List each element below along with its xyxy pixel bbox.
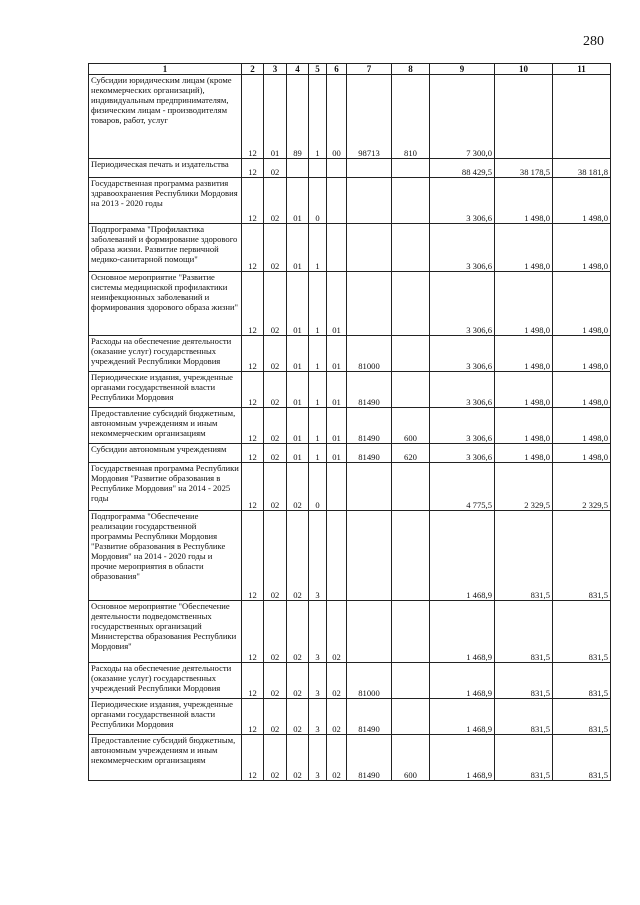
- cell-c6: 02: [327, 699, 347, 735]
- cell-c9: 3 306,6: [430, 336, 495, 372]
- cell-c5: 1: [309, 444, 327, 463]
- cell-c9: 3 306,6: [430, 444, 495, 463]
- cell-c5: 1: [309, 336, 327, 372]
- row-description: Предоставление субсидий бюджетным, автономным учреждениям и иным некоммерческим организациям: [89, 735, 242, 781]
- table-row: [89, 336, 611, 372]
- cell-c2: 12: [242, 408, 264, 444]
- cell-c7: 81000: [347, 663, 392, 699]
- row-description: Подпрограмма "Профилактика заболеваний и формирование здорового образа жизни. Развитие первичной медико-санитарной помощи": [89, 224, 242, 272]
- cell-c8: [392, 511, 430, 601]
- cell-c10: 831,5: [495, 735, 553, 781]
- cell-c9: 3 306,6: [430, 272, 495, 336]
- cell-c11: 831,5: [553, 663, 611, 699]
- cell-c11: 831,5: [553, 735, 611, 781]
- cell-c6: [327, 178, 347, 224]
- table-header-row: [89, 64, 611, 75]
- table-row: [89, 372, 611, 408]
- cell-c5: 1: [309, 272, 327, 336]
- table-row: [89, 159, 611, 178]
- cell-c10: 1 498,0: [495, 272, 553, 336]
- cell-c2: 12: [242, 444, 264, 463]
- cell-c7: 81000: [347, 336, 392, 372]
- cell-c4: [287, 159, 309, 178]
- cell-c11: 831,5: [553, 511, 611, 601]
- row-description: Государственная программа развития здравоохранения Республики Мордовия на 2013 - 2020 годы: [89, 178, 242, 224]
- column-header: 5: [309, 64, 327, 75]
- cell-c4: 02: [287, 463, 309, 511]
- cell-c5: 3: [309, 735, 327, 781]
- cell-c4: 02: [287, 601, 309, 663]
- cell-c3: 02: [264, 272, 287, 336]
- cell-c3: 02: [264, 178, 287, 224]
- cell-c11: 1 498,0: [553, 272, 611, 336]
- cell-c3: 02: [264, 408, 287, 444]
- cell-c6: 01: [327, 372, 347, 408]
- cell-c10: 1 498,0: [495, 408, 553, 444]
- row-description: Периодические издания, учрежденные органами государственной власти Республики Мордовия: [89, 699, 242, 735]
- cell-c4: 02: [287, 663, 309, 699]
- table-row: [89, 224, 611, 272]
- cell-c8: [392, 699, 430, 735]
- cell-c8: [392, 336, 430, 372]
- cell-c11: 38 181,8: [553, 159, 611, 178]
- row-description: Расходы на обеспечение деятельности (оказание услуг) государственных учреждений Республики Мордовия: [89, 336, 242, 372]
- table-row: [89, 511, 611, 601]
- cell-c10: 1 498,0: [495, 224, 553, 272]
- table-row: [89, 75, 611, 159]
- cell-c11: 1 498,0: [553, 224, 611, 272]
- cell-c3: 02: [264, 511, 287, 601]
- cell-c7: 98713: [347, 75, 392, 159]
- cell-c2: 12: [242, 159, 264, 178]
- cell-c10: 831,5: [495, 511, 553, 601]
- cell-c11: 2 329,5: [553, 463, 611, 511]
- column-header: 7: [347, 64, 392, 75]
- cell-c9: 3 306,6: [430, 178, 495, 224]
- cell-c8: [392, 272, 430, 336]
- cell-c7: [347, 272, 392, 336]
- cell-c10: 1 498,0: [495, 444, 553, 463]
- cell-c2: 12: [242, 601, 264, 663]
- cell-c11: 1 498,0: [553, 336, 611, 372]
- cell-c6: 01: [327, 444, 347, 463]
- cell-c9: 1 468,9: [430, 663, 495, 699]
- cell-c10: [495, 75, 553, 159]
- cell-c7: [347, 178, 392, 224]
- row-description: Государственная программа Республики Мордовия "Развитие образования в Республике Мордовия" на 2014 - 2025 годы: [89, 463, 242, 511]
- cell-c3: 02: [264, 735, 287, 781]
- row-description: Расходы на обеспечение деятельности (оказание услуг) государственных учреждений Республики Мордовия: [89, 663, 242, 699]
- cell-c3: 02: [264, 224, 287, 272]
- cell-c11: 831,5: [553, 699, 611, 735]
- cell-c10: 1 498,0: [495, 372, 553, 408]
- page-number: 280: [583, 34, 604, 49]
- cell-c7: [347, 463, 392, 511]
- cell-c2: 12: [242, 463, 264, 511]
- cell-c10: 1 498,0: [495, 336, 553, 372]
- row-description: Субсидии автономным учреждениям: [89, 444, 242, 463]
- cell-c5: 3: [309, 601, 327, 663]
- row-description: Предоставление субсидий бюджетным, автономным учреждениям и иным некоммерческим организациям: [89, 408, 242, 444]
- cell-c11: 1 498,0: [553, 444, 611, 463]
- cell-c4: 89: [287, 75, 309, 159]
- cell-c4: 01: [287, 336, 309, 372]
- cell-c2: 12: [242, 663, 264, 699]
- column-header: 2: [242, 64, 264, 75]
- cell-c3: 01: [264, 75, 287, 159]
- cell-c6: 01: [327, 272, 347, 336]
- cell-c2: 12: [242, 336, 264, 372]
- cell-c11: [553, 75, 611, 159]
- cell-c4: 01: [287, 224, 309, 272]
- cell-c6: [327, 463, 347, 511]
- column-header: 11: [553, 64, 611, 75]
- cell-c4: 01: [287, 408, 309, 444]
- cell-c5: 0: [309, 178, 327, 224]
- cell-c3: 02: [264, 336, 287, 372]
- cell-c8: 620: [392, 444, 430, 463]
- table-row: [89, 699, 611, 735]
- column-header: 1: [89, 64, 242, 75]
- cell-c3: 02: [264, 463, 287, 511]
- cell-c10: 2 329,5: [495, 463, 553, 511]
- cell-c7: [347, 511, 392, 601]
- cell-c5: 0: [309, 463, 327, 511]
- cell-c8: [392, 372, 430, 408]
- cell-c3: 02: [264, 159, 287, 178]
- cell-c7: [347, 601, 392, 663]
- cell-c6: 01: [327, 336, 347, 372]
- cell-c2: 12: [242, 511, 264, 601]
- cell-c6: 02: [327, 663, 347, 699]
- row-description: Периодическая печать и издательства: [89, 159, 242, 178]
- cell-c2: 12: [242, 75, 264, 159]
- cell-c2: 12: [242, 224, 264, 272]
- table-row: [89, 601, 611, 663]
- cell-c10: 831,5: [495, 663, 553, 699]
- cell-c10: 38 178,5: [495, 159, 553, 178]
- cell-c8: [392, 159, 430, 178]
- table-row: [89, 663, 611, 699]
- cell-c7: 81490: [347, 735, 392, 781]
- cell-c3: 02: [264, 663, 287, 699]
- budget-table: [88, 63, 611, 781]
- cell-c4: 02: [287, 735, 309, 781]
- cell-c9: 1 468,9: [430, 511, 495, 601]
- row-description: Субсидии юридическим лицам (кроме некоммерческих организаций), индивидуальным предпринимателям, физическим лицам - производителям товаров, работ, услуг: [89, 75, 242, 159]
- cell-c9: 4 775,5: [430, 463, 495, 511]
- cell-c2: 12: [242, 699, 264, 735]
- cell-c7: 81490: [347, 444, 392, 463]
- cell-c11: 1 498,0: [553, 178, 611, 224]
- cell-c5: 1: [309, 75, 327, 159]
- column-header: 9: [430, 64, 495, 75]
- cell-c11: 1 498,0: [553, 372, 611, 408]
- cell-c5: 1: [309, 372, 327, 408]
- cell-c8: [392, 601, 430, 663]
- cell-c9: 1 468,9: [430, 735, 495, 781]
- table-row: [89, 735, 611, 781]
- row-description: Основное мероприятие "Развитие системы медицинской профилактики неинфекционных заболеваний и формирования здорового образа жизни": [89, 272, 242, 336]
- cell-c8: [392, 663, 430, 699]
- cell-c9: 1 468,9: [430, 601, 495, 663]
- cell-c8: [392, 178, 430, 224]
- cell-c9: 3 306,6: [430, 224, 495, 272]
- cell-c4: 01: [287, 178, 309, 224]
- cell-c7: 81490: [347, 408, 392, 444]
- cell-c5: 3: [309, 511, 327, 601]
- cell-c5: 1: [309, 224, 327, 272]
- table-row: [89, 408, 611, 444]
- cell-c8: 600: [392, 408, 430, 444]
- cell-c8: 810: [392, 75, 430, 159]
- cell-c5: [309, 159, 327, 178]
- table-row: [89, 272, 611, 336]
- cell-c7: [347, 159, 392, 178]
- cell-c3: 02: [264, 699, 287, 735]
- column-header: 4: [287, 64, 309, 75]
- cell-c3: 02: [264, 601, 287, 663]
- cell-c4: 02: [287, 511, 309, 601]
- cell-c9: 88 429,5: [430, 159, 495, 178]
- column-header: 3: [264, 64, 287, 75]
- cell-c9: 3 306,6: [430, 408, 495, 444]
- cell-c6: [327, 159, 347, 178]
- cell-c10: 831,5: [495, 699, 553, 735]
- cell-c3: 02: [264, 372, 287, 408]
- cell-c5: 3: [309, 663, 327, 699]
- column-header: 6: [327, 64, 347, 75]
- cell-c10: 831,5: [495, 601, 553, 663]
- cell-c3: 02: [264, 444, 287, 463]
- cell-c8: [392, 224, 430, 272]
- cell-c9: 1 468,9: [430, 699, 495, 735]
- cell-c6: 01: [327, 408, 347, 444]
- cell-c2: 12: [242, 735, 264, 781]
- row-description: Основное мероприятие "Обеспечение деятельности подведомственных государственных организаций Министерства образования Республики Мордовия": [89, 601, 242, 663]
- cell-c2: 12: [242, 178, 264, 224]
- table-row: [89, 178, 611, 224]
- cell-c6: 02: [327, 735, 347, 781]
- cell-c6: 02: [327, 601, 347, 663]
- cell-c7: 81490: [347, 699, 392, 735]
- table-row: [89, 463, 611, 511]
- cell-c9: 3 306,6: [430, 372, 495, 408]
- row-description: Подпрограмма "Обеспечение реализации государственной программы Республики Мордовия "Развитие образования в Республике Мордовия" на 2014 - 2020 годы и прочие мероприятия в области образования": [89, 511, 242, 601]
- cell-c10: 1 498,0: [495, 178, 553, 224]
- cell-c7: 81490: [347, 372, 392, 408]
- cell-c5: 3: [309, 699, 327, 735]
- cell-c6: 00: [327, 75, 347, 159]
- cell-c6: [327, 511, 347, 601]
- cell-c9: 7 300,0: [430, 75, 495, 159]
- cell-c2: 12: [242, 272, 264, 336]
- cell-c4: 01: [287, 272, 309, 336]
- cell-c7: [347, 224, 392, 272]
- cell-c11: 831,5: [553, 601, 611, 663]
- cell-c4: 01: [287, 444, 309, 463]
- cell-c8: 600: [392, 735, 430, 781]
- cell-c5: 1: [309, 408, 327, 444]
- row-description: Периодические издания, учрежденные органами государственной власти Республики Мордовия: [89, 372, 242, 408]
- column-header: 10: [495, 64, 553, 75]
- table-row: [89, 444, 611, 463]
- cell-c4: 01: [287, 372, 309, 408]
- cell-c11: 1 498,0: [553, 408, 611, 444]
- column-header: 8: [392, 64, 430, 75]
- cell-c4: 02: [287, 699, 309, 735]
- cell-c2: 12: [242, 372, 264, 408]
- cell-c6: [327, 224, 347, 272]
- cell-c8: [392, 463, 430, 511]
